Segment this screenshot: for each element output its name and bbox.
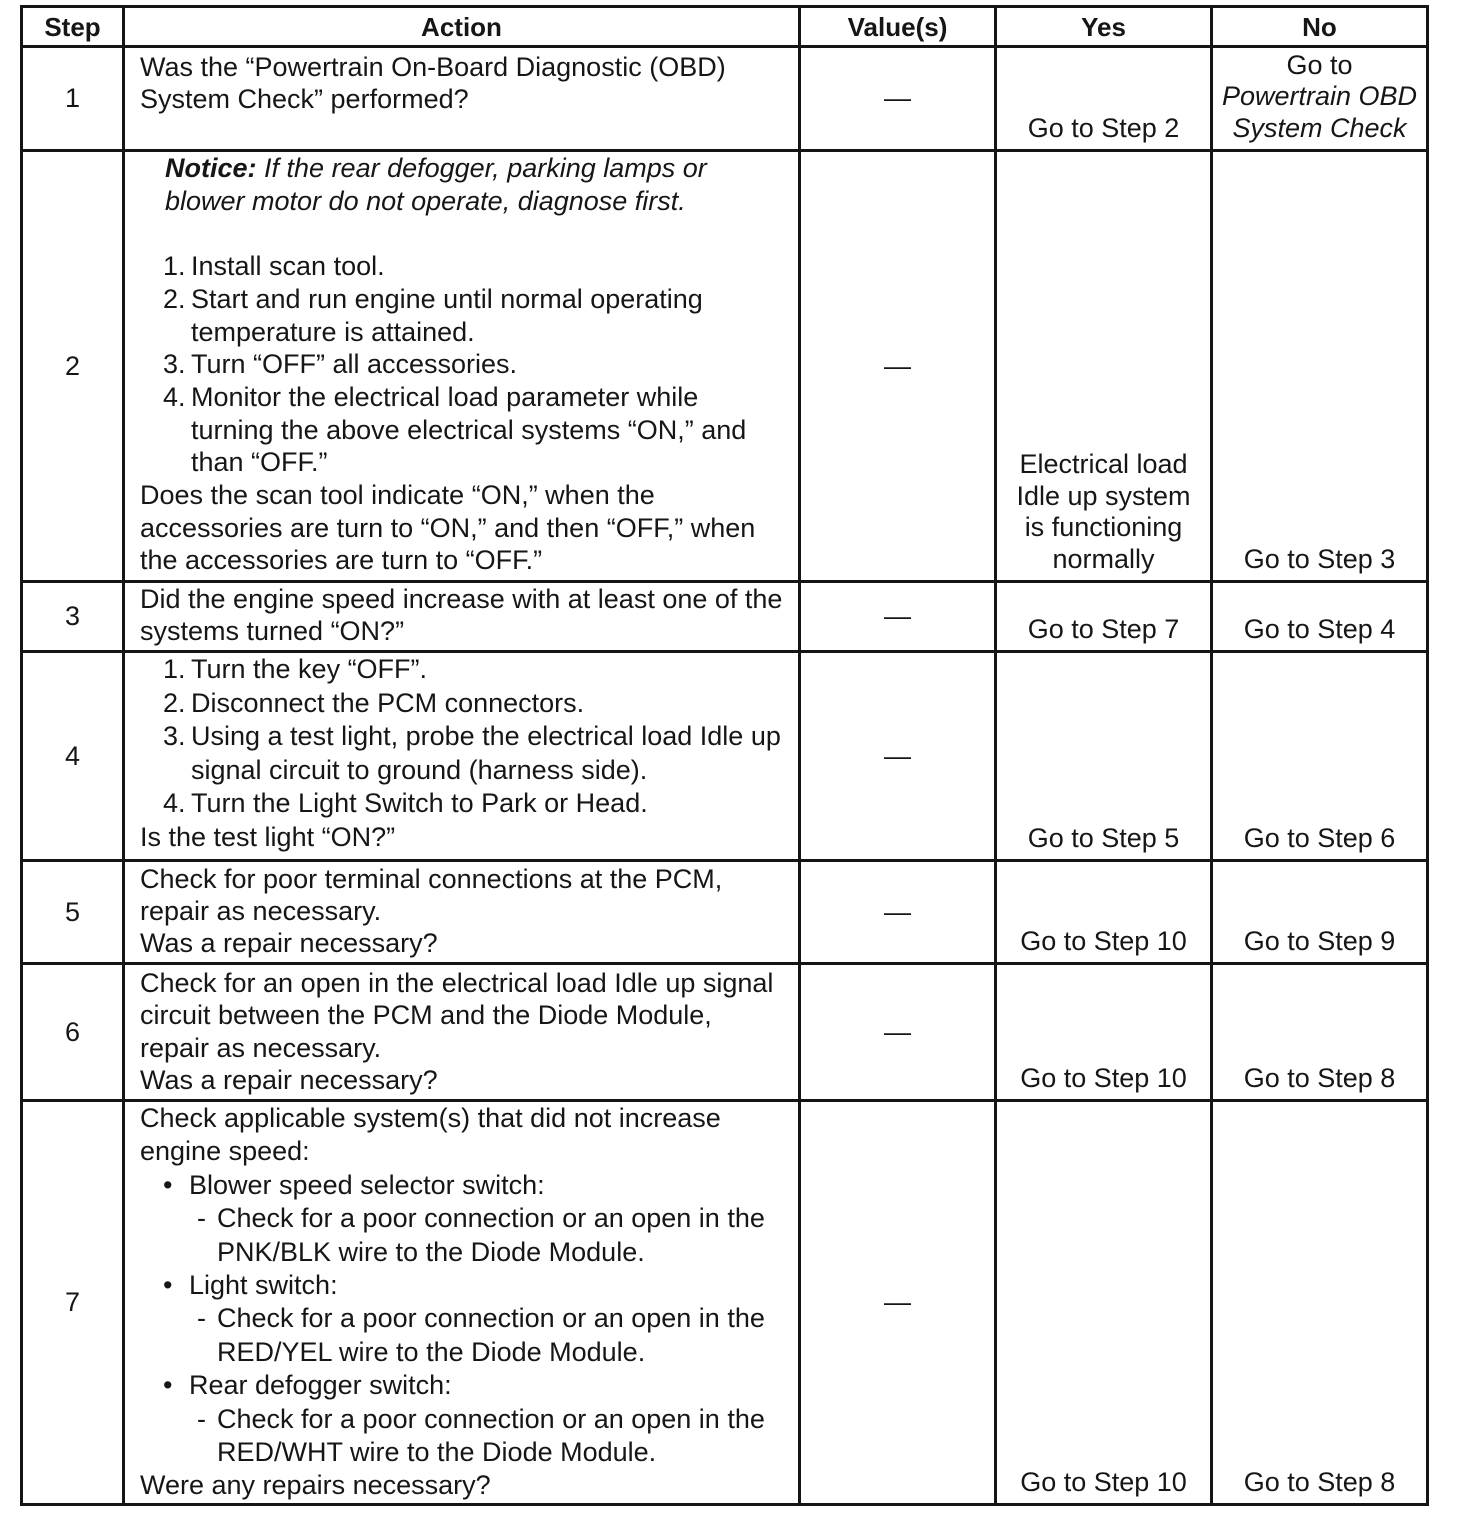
table-header-no: No [1213,8,1429,48]
value-dash: — [884,1287,911,1317]
yes-cell [997,653,1213,862]
list-text: Monitor the electrical load parameter while [191,381,699,412]
action-cell [125,653,801,862]
sub-item-text: RED/WHT wire to the Diode Module. [217,1437,657,1468]
no-cell [1213,152,1429,583]
step-cell [23,583,125,653]
action-line: Was a repair necessary? [140,928,438,958]
action-line: Did the engine speed increase with at least one of the [140,584,783,614]
action-line: System Check” performed? [140,84,469,114]
action-line: repair as necessary. [140,896,382,926]
sub-item-text: PNK/BLK wire to the Diode Module. [217,1236,645,1267]
value-dash: — [884,601,911,631]
yes-line: Go to Step 5 [1027,822,1180,853]
no-line: Go to Step 9 [1243,925,1396,956]
yes-cell [997,862,1213,965]
list-text: Using a test light, probe the electrical load Idle up [191,721,781,752]
yes-line: Go to Step 7 [1027,613,1180,644]
sub-item [197,1302,798,1369]
sub-item-dash: - [197,1303,206,1334]
spacer [140,217,798,250]
list-number: 4. [163,788,186,819]
list-number: 3. [163,349,186,380]
step-number: 4 [64,740,81,771]
yes-line: Electrical load [1019,449,1188,479]
action-cell [125,48,801,152]
yes-line: Go to Step 10 [1020,925,1187,956]
step-number: 6 [64,1016,81,1047]
list-item [163,787,798,821]
list-text: Disconnect the PCM connectors. [191,687,585,718]
step-cell [23,965,125,1102]
list-text: Install scan tool. [191,251,385,282]
step-number: 2 [64,350,81,381]
list-text: Turn “OFF” all accessories. [191,349,518,380]
notice-text: If the rear defogger, parking lamps or [264,153,707,183]
action-cell [125,965,801,1102]
list-text: temperature is attained. [191,316,475,347]
action-line: Was a repair necessary? [140,1064,438,1095]
list-number: 4. [163,381,186,412]
step-number: 1 [64,83,81,113]
bullet-marker: • [163,1270,173,1301]
sub-item-dash: - [197,1203,206,1234]
no-line: Go to [1286,49,1353,80]
bullet-marker: • [163,1169,173,1200]
value-dash: — [884,83,911,113]
list-number: 3. [163,721,186,752]
list-number: 1. [163,251,186,282]
step-number: 5 [64,896,81,927]
yes-cell [997,1102,1213,1506]
action-cell [125,1102,801,1506]
list-item [163,381,798,479]
step-cell [23,862,125,965]
list-text: turning the above electrical systems “ON,” and [191,414,747,445]
question-line: the accessories are turn to “OFF.” [140,545,543,576]
bullet-label: Blower speed selector switch: [189,1169,545,1200]
no-cell [1213,583,1429,653]
yes-line: normally [1052,543,1155,574]
action-cell [125,862,801,965]
action-line: Check for an open in the electrical load Idle up signal [140,968,774,998]
value-dash: — [884,896,911,927]
notice-label: Notice: [165,153,257,183]
yes-cell [997,583,1213,653]
yes-cell [997,965,1213,1102]
no-line-reference: System Check [1232,112,1407,143]
value-dash: — [884,350,911,381]
list-item [163,687,798,721]
sub-item-text: Check for a poor connection or an open in the [217,1303,765,1334]
no-cell [1213,48,1429,152]
no-line-reference: Powertrain OBD [1221,81,1418,111]
yes-line: Idle up system [1016,480,1191,511]
action-line: systems turned “ON?” [140,616,405,646]
list-number: 2. [163,687,186,718]
notice-line [165,152,798,185]
yes-cell [997,48,1213,152]
no-line: Go to Step 8 [1243,1466,1396,1497]
bullet-label: Light switch: [189,1270,338,1301]
table-header-yes: Yes [997,8,1213,48]
bullet-item [163,1269,798,1302]
no-line: Go to Step 4 [1243,613,1396,644]
no-cell [1213,862,1429,965]
bullet-item [163,1369,798,1402]
step-number: 7 [64,1287,81,1317]
list-item [163,283,798,348]
list-item [163,348,798,381]
sub-item-text: Check for a poor connection or an open in the [217,1203,765,1234]
step-cell [23,653,125,862]
list-text: Start and run engine until normal operating [191,283,703,314]
list-text: signal circuit to ground (harness side). [191,754,648,785]
notice-line: blower motor do not operate, diagnose first. [165,185,686,216]
step-number: 3 [64,601,81,631]
bullet-item [163,1169,798,1202]
sub-item [197,1202,798,1269]
table-header-values: Value(s) [801,8,997,48]
list-item [163,653,798,687]
no-cell [1213,653,1429,862]
question-line: Were any repairs necessary? [140,1470,491,1501]
bullet-marker: • [163,1370,173,1401]
value-cell [801,583,997,653]
value-cell [801,862,997,965]
action-line: circuit between the PCM and the Diode Module, [140,1000,712,1031]
bullet-label: Rear defogger switch: [189,1370,452,1401]
list-text: Turn the Light Switch to Park or Head. [191,788,648,819]
value-cell [801,48,997,152]
step-cell [23,1102,125,1506]
action-line: Check for poor terminal connections at the PCM, [140,864,723,894]
step-cell [23,48,125,152]
list-number: 1. [163,654,186,684]
sub-item-text: RED/YEL wire to the Diode Module. [217,1336,646,1367]
list-item [163,720,798,787]
yes-line: Go to Step 10 [1020,1466,1187,1497]
value-dash: — [884,740,911,771]
list-number: 2. [163,283,186,314]
no-cell [1213,965,1429,1102]
no-line: Go to Step 6 [1243,822,1396,853]
action-line: engine speed: [140,1136,310,1167]
table-header-step: Step [23,8,125,48]
question-line: Does the scan tool indicate “ON,” when the [140,480,655,511]
action-cell [125,583,801,653]
action-cell [125,152,801,583]
value-cell [801,1102,997,1506]
value-cell [801,152,997,583]
yes-cell [997,152,1213,583]
yes-line: is functioning [1024,512,1183,542]
sub-item-text: Check for a poor connection or an open in the [217,1403,765,1434]
list-text: than “OFF.” [191,447,328,478]
step-cell [23,152,125,583]
action-line: repair as necessary. [140,1032,382,1063]
diagnostic-table [20,5,1429,1506]
action-line: Was the “Powertrain On-Board Diagnostic (OBD) [140,52,726,82]
no-cell [1213,1102,1429,1506]
sub-item-dash: - [197,1403,206,1434]
list-item [163,250,798,283]
sub-item [197,1403,798,1470]
yes-line: Go to Step 2 [1027,112,1180,143]
value-dash: — [884,1016,911,1047]
table-header-action: Action [125,8,801,48]
question-line: accessories are turn to “ON,” and then “OFF,” when [140,512,756,543]
yes-line: Go to Step 10 [1020,1062,1187,1093]
action-line: Check applicable system(s) that did not increase [140,1103,721,1133]
question-line: Is the test light “ON?” [140,821,396,852]
no-line: Go to Step 8 [1243,1062,1396,1093]
no-line: Go to Step 3 [1243,543,1396,574]
value-cell [801,653,997,862]
list-text: Turn the key “OFF”. [191,654,428,684]
value-cell [801,965,997,1102]
